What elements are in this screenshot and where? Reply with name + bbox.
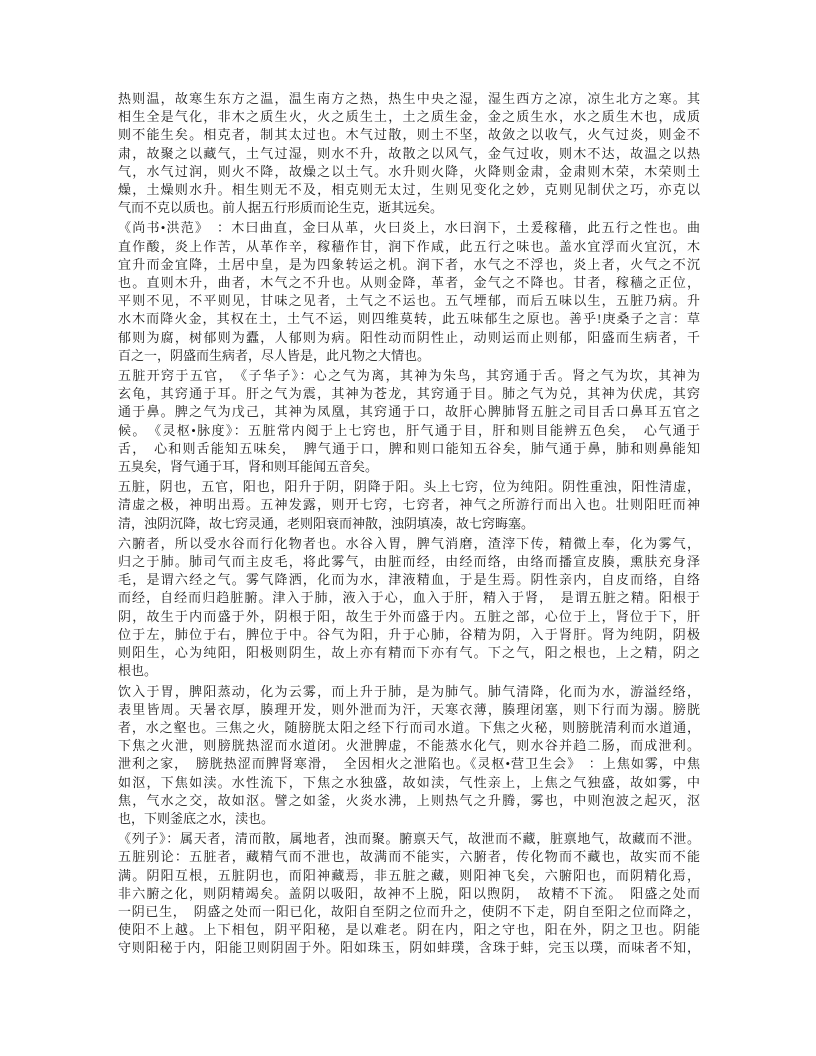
text-line: 则阳生，心为纯阳，阳极则阴生，故上亦有精而下亦有气。下之气，阳之根也，上之精，阴之: [118, 645, 700, 661]
text-line: 位于左，肺位于右，脾位于中。谷气为阳，升于心肺，谷精为阴，入于肾肝。肾为纯阴，阴极: [118, 626, 700, 642]
paragraph: [118, 683, 700, 829]
text-line: 热则温，故寒生东方之温，温生南方之热，热生中央之湿，湿生西方之凉，凉生北方之寒。其: [118, 91, 700, 106]
text-line: 五脏开窍于五官， 《子华子》：心之气为离，其神为朱鸟，其窍通于舌。肾之气为坎，其神为: [118, 368, 700, 384]
text-line: 而经，自经而归趋脏腑。津入于肺，液入于心，血入于肝，精入于肾， 是谓五脏之精。阳根于: [118, 590, 700, 606]
text-line: 毛，是谓六经之气。雾气降洒，化而为水，津液精血，于是生焉。阴性亲内，自皮而络，自络: [118, 572, 700, 588]
paragraph: [118, 219, 700, 365]
text-line: 守则阳秘于内，阳能卫则阴固于外。阳如珠玉，阴如蚌璞，含珠于蚌，完玉以璞，而味者不知，: [118, 940, 700, 956]
text-line: 燥，土燥则水升。相生则无不及，相克则无太过，生则见变化之妙，克则见制伏之巧，亦克以: [118, 182, 700, 198]
text-line: 六腑者，所以受水谷而行化物者也。水谷入胃，脾气消磨，渣滓下传，精微上奉，化为雾气，: [118, 535, 700, 551]
text-line: 肃，故聚之以藏气，土气过湿，则水不升，故散之以风气，金气过收，则木不达，故温之以热: [118, 145, 700, 161]
text-block: [118, 90, 700, 958]
paragraph: [118, 535, 700, 681]
text-line: 使阳不上越。上下相包，阴平阳秘，是以难老。阴在内，阳之守也，阳在外，阴之卫也。阴能: [118, 922, 700, 938]
text-line: 焦，气水之交，故如沤。譬之如釜，火炎水沸，上则热气之升腾，雾也，中则泡波之起灭，沤: [118, 792, 700, 808]
text-line: 通于鼻。脾之气为戊己，其神为凤凰，其窍通于口，故肝心脾肺肾五脏之司目舌口鼻耳五官之: [118, 404, 700, 420]
text-line: 者，水之壑也。三焦之火，随膀胱太阳之经下行而司水道。下焦之火秘，则膀胱清利而水道通，: [118, 719, 700, 735]
text-line: 饮入于胃，脾阳蒸动，化为云雾，而上升于肺，是为肺气。肺气清降，化而为水，游溢经络，: [118, 683, 700, 699]
text-line: 一阴已生， 阴盛之处而一阳已化，故阳自至阴之位而升之，使阴不下走，阴自至阳之位而降之，: [118, 903, 700, 919]
paragraph: [118, 830, 700, 957]
text-line: 《列子》：属天者，清而散，属地者，浊而聚。腑禀天气，故泄而不藏，脏禀地气，故藏而不泄。: [118, 831, 700, 847]
text-line: 清，浊阴沉降，故七窍灵通，老则阳衰而神散，浊阴填凑，故七窍晦塞。: [118, 515, 535, 531]
text-line: 《尚书•洪范》 ：木曰曲直，金曰从革，火曰炎上，水曰润下，土爰稼穑，此五行之性也。曲: [118, 220, 700, 236]
text-line: 满。阴阳互根，五脏阴也，而阳神藏焉，非五脏之藏，则阳神飞矣，六腑阳也，而阴精化焉，: [118, 867, 700, 883]
text-line: 候。 《灵枢•脉度》：五脏常内阅于上七窍也，肝气通于目，肝和则目能辨五色矣， 心气通于: [118, 422, 700, 438]
text-line: 表里皆周。天暑衣厚，腠理开发，则外泄而为汗，天寒衣薄，腠理闭塞，则下行而为溺。膀胱: [118, 701, 700, 717]
text-line: 如沤，下焦如渎。水性流下，下焦之水独盛，故如渎，气性亲上，上焦之气独盛，故如雾，中: [118, 774, 700, 790]
text-line: 下焦之火泄，则膀胱热涩而水道闭。火泄脾虚，不能蒸水化气，则水谷并趋二肠，而成泄利。: [118, 738, 700, 754]
text-line: 气，水气过润，则火不降，故燥之以土气。水升则火降，火降则金肃，金肃则木荣，木荣则土: [118, 163, 700, 179]
text-line: 玄龟，其窍通于耳。肝之气为震，其神为苍龙，其窍通于目。肺之气为兑，其神为伏虎，其窍: [118, 386, 700, 402]
text-line: 百之一，阴盛而生病者，尽人皆是，此凡物之大情也。: [118, 347, 431, 363]
text-line: 郁则为腐，树郁则为蠹，人郁则为病。阳性动而阴性止，动则运而止则郁，阳盛而生病者，千: [118, 329, 700, 345]
paragraph: [118, 478, 700, 533]
text-line: 平则不见，不平则见，甘味之见者，土气之不运也。五气堙郁，而后五味以生，五脏乃病。升: [118, 293, 700, 309]
text-line: 清虚之极，神明出焉。五神发露，则开七窍，七窍者，神气之所游行而出入也。壮则阳旺而神: [118, 497, 700, 513]
text-line: 直作酸，炎上作苦，从革作辛，稼穑作甘，润下作咸，此五行之味也。盖水宜浮而火宜沉，木: [118, 238, 700, 254]
text-line: 则不能生矣。相克者，制其太过也。木气过散，则土不坚，故敛之以收气，火气过炎，则金不: [118, 127, 700, 143]
text-line: 五臭矣，肾气通于耳，肾和则耳能闻五音矣。: [118, 459, 379, 475]
text-line: 根也。: [118, 663, 158, 679]
text-line: 舌， 心和则舌能知五味矣， 脾气通于口，脾和则口能知五谷矣，肺气通于鼻，肺和则鼻能知: [118, 440, 700, 456]
text-line: 五脏别论：五脏者，藏精气而不泄也，故满而不能实，六腑者，传化物而不藏也，故实而不能: [118, 849, 700, 865]
text-line: 宜升而金宜降，土居中皇，是为四象转运之机。润下者，水气之不浮也，炎上者，火气之不沉: [118, 256, 700, 272]
text-line: 也。直则木升，曲者，木气之不升也。从则金降，革者，金气之不降也。甘者，稼穑之正位，: [118, 275, 700, 291]
paragraph: [118, 90, 700, 217]
text-line: 也，下则釜底之水，渎也。: [118, 810, 275, 826]
text-line: 水木而降火金，其权在土，土气不运，则四维莫转，此五味郁生之原也。善乎!庚桑子之言：草: [118, 311, 700, 327]
text-line: 阴，故生于内而盛于外，阴根于阳，故生于外而盛于内。五脏之部，心位于上，肾位于下，肝: [118, 608, 700, 624]
text-line: 泄利之家， 膀胱热涩而脾肾寒滑， 全因相火之泄陷也。《灵枢•营卫生会》 ：上焦如雾，中焦: [118, 756, 700, 772]
paragraph: [118, 367, 700, 476]
text-line: 气而不克以质也。前人据五行形质而论生克，逝其远矣。: [118, 200, 444, 216]
text-line: 非六腑之化，则阴精竭矣。盖阴以吸阳，故神不上脱，阳以煦阴， 故精不下流。 阳盛之处而: [118, 885, 700, 901]
text-line: 相生全是气化，非木之质生火，火之质生土，土之质生金，金之质生水，水之质生木也，成质: [118, 109, 700, 125]
text-line: 归之于肺。肺司气而主皮毛，将此雾气，由脏而经，由经而络，由络而播宣皮腠，熏肤充身泽: [118, 554, 700, 570]
text-line: 五脏，阴也，五官，阳也，阳升于阴，阴降于阳。头上七窍，位为纯阳。阴性重浊，阳性清虚，: [118, 479, 700, 495]
